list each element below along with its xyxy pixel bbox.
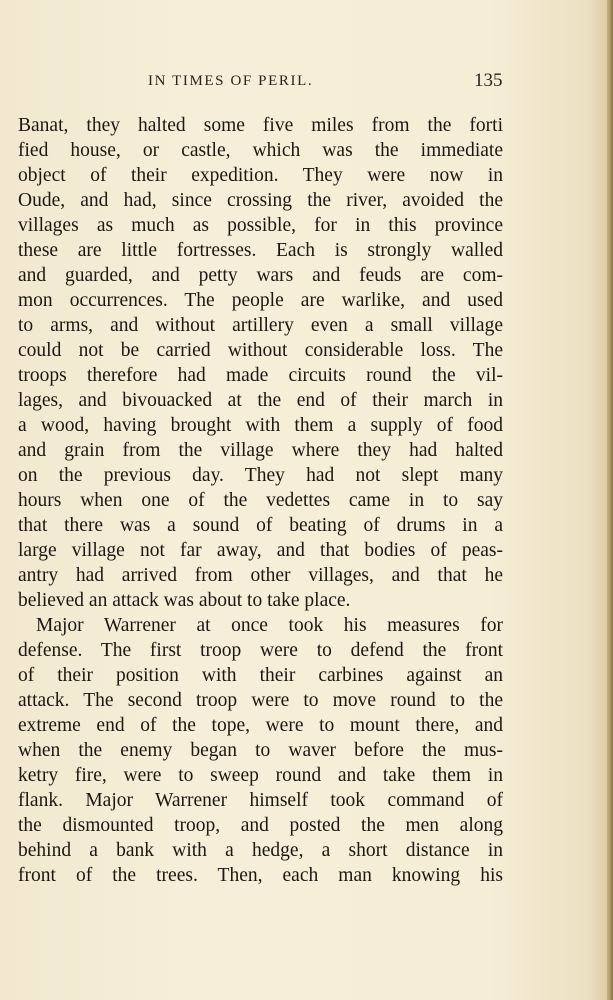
text-line: villages as much as possible, for in this province — [18, 215, 503, 236]
text-line: fied house, or castle, which was the immediate — [18, 140, 503, 161]
page-number: 135 — [474, 70, 503, 91]
text-line: extreme end of the tope, were to mount there, and — [18, 715, 503, 736]
text-line: antry had arrived from other villages, and that he — [18, 565, 503, 586]
text-line: mon occurrences. The people are warlike, and used — [18, 290, 503, 311]
text-line: the dismounted troop, and posted the men along — [18, 815, 503, 836]
text-line: flank. Major Warrener himself took command of — [18, 790, 503, 811]
text-line: front of the trees. Then, each man knowing his — [18, 865, 503, 886]
body-text — [18, 113, 503, 888]
text-line: large village not far away, and that bodies of peas- — [18, 540, 503, 561]
running-title: IN TIMES OF PERIL. — [148, 73, 314, 89]
text-line: that there was a sound of beating of drums in a — [18, 515, 503, 536]
text-line: Oude, and had, since crossing the river, avoided the — [18, 190, 503, 211]
page-header — [0, 70, 613, 98]
text-line: on the previous day. They had not slept many — [18, 465, 503, 486]
text-line: a wood, having brought with them a supply of food — [18, 415, 503, 436]
text-line: ketry fire, were to sweep round and take them in — [18, 765, 503, 786]
text-line: and grain from the village where they had halted — [18, 440, 503, 461]
text-line: could not be carried without considerable loss. The — [18, 340, 503, 361]
text-line: of their position with their carbines against an — [18, 665, 503, 686]
text-line: object of their expedition. They were now in — [18, 165, 503, 186]
text-line: hours when one of the vedettes came in to say — [18, 490, 503, 511]
text-line: to arms, and without artillery even a small village — [18, 315, 503, 336]
text-line: and guarded, and petty wars and feuds are com- — [18, 265, 503, 286]
text-line: Banat, they halted some five miles from the forti — [18, 115, 503, 136]
text-line: when the enemy began to waver before the mus- — [18, 740, 503, 761]
text-line: troops therefore had made circuits round the vil- — [18, 365, 503, 386]
text-line: behind a bank with a hedge, a short distance in — [18, 840, 503, 861]
text-line: believed an attack was about to take place. — [18, 590, 351, 611]
text-line: defense. The first troop were to defend the front — [18, 640, 503, 661]
text-line: lages, and bivouacked at the end of their march in — [18, 390, 503, 411]
text-line: Major Warrener at once took his measures for — [36, 615, 503, 636]
text-line: attack. The second troop were to move round to the — [18, 690, 503, 711]
page-edge — [607, 0, 613, 1000]
text-line: these are little fortresses. Each is strongly walled — [18, 240, 503, 261]
